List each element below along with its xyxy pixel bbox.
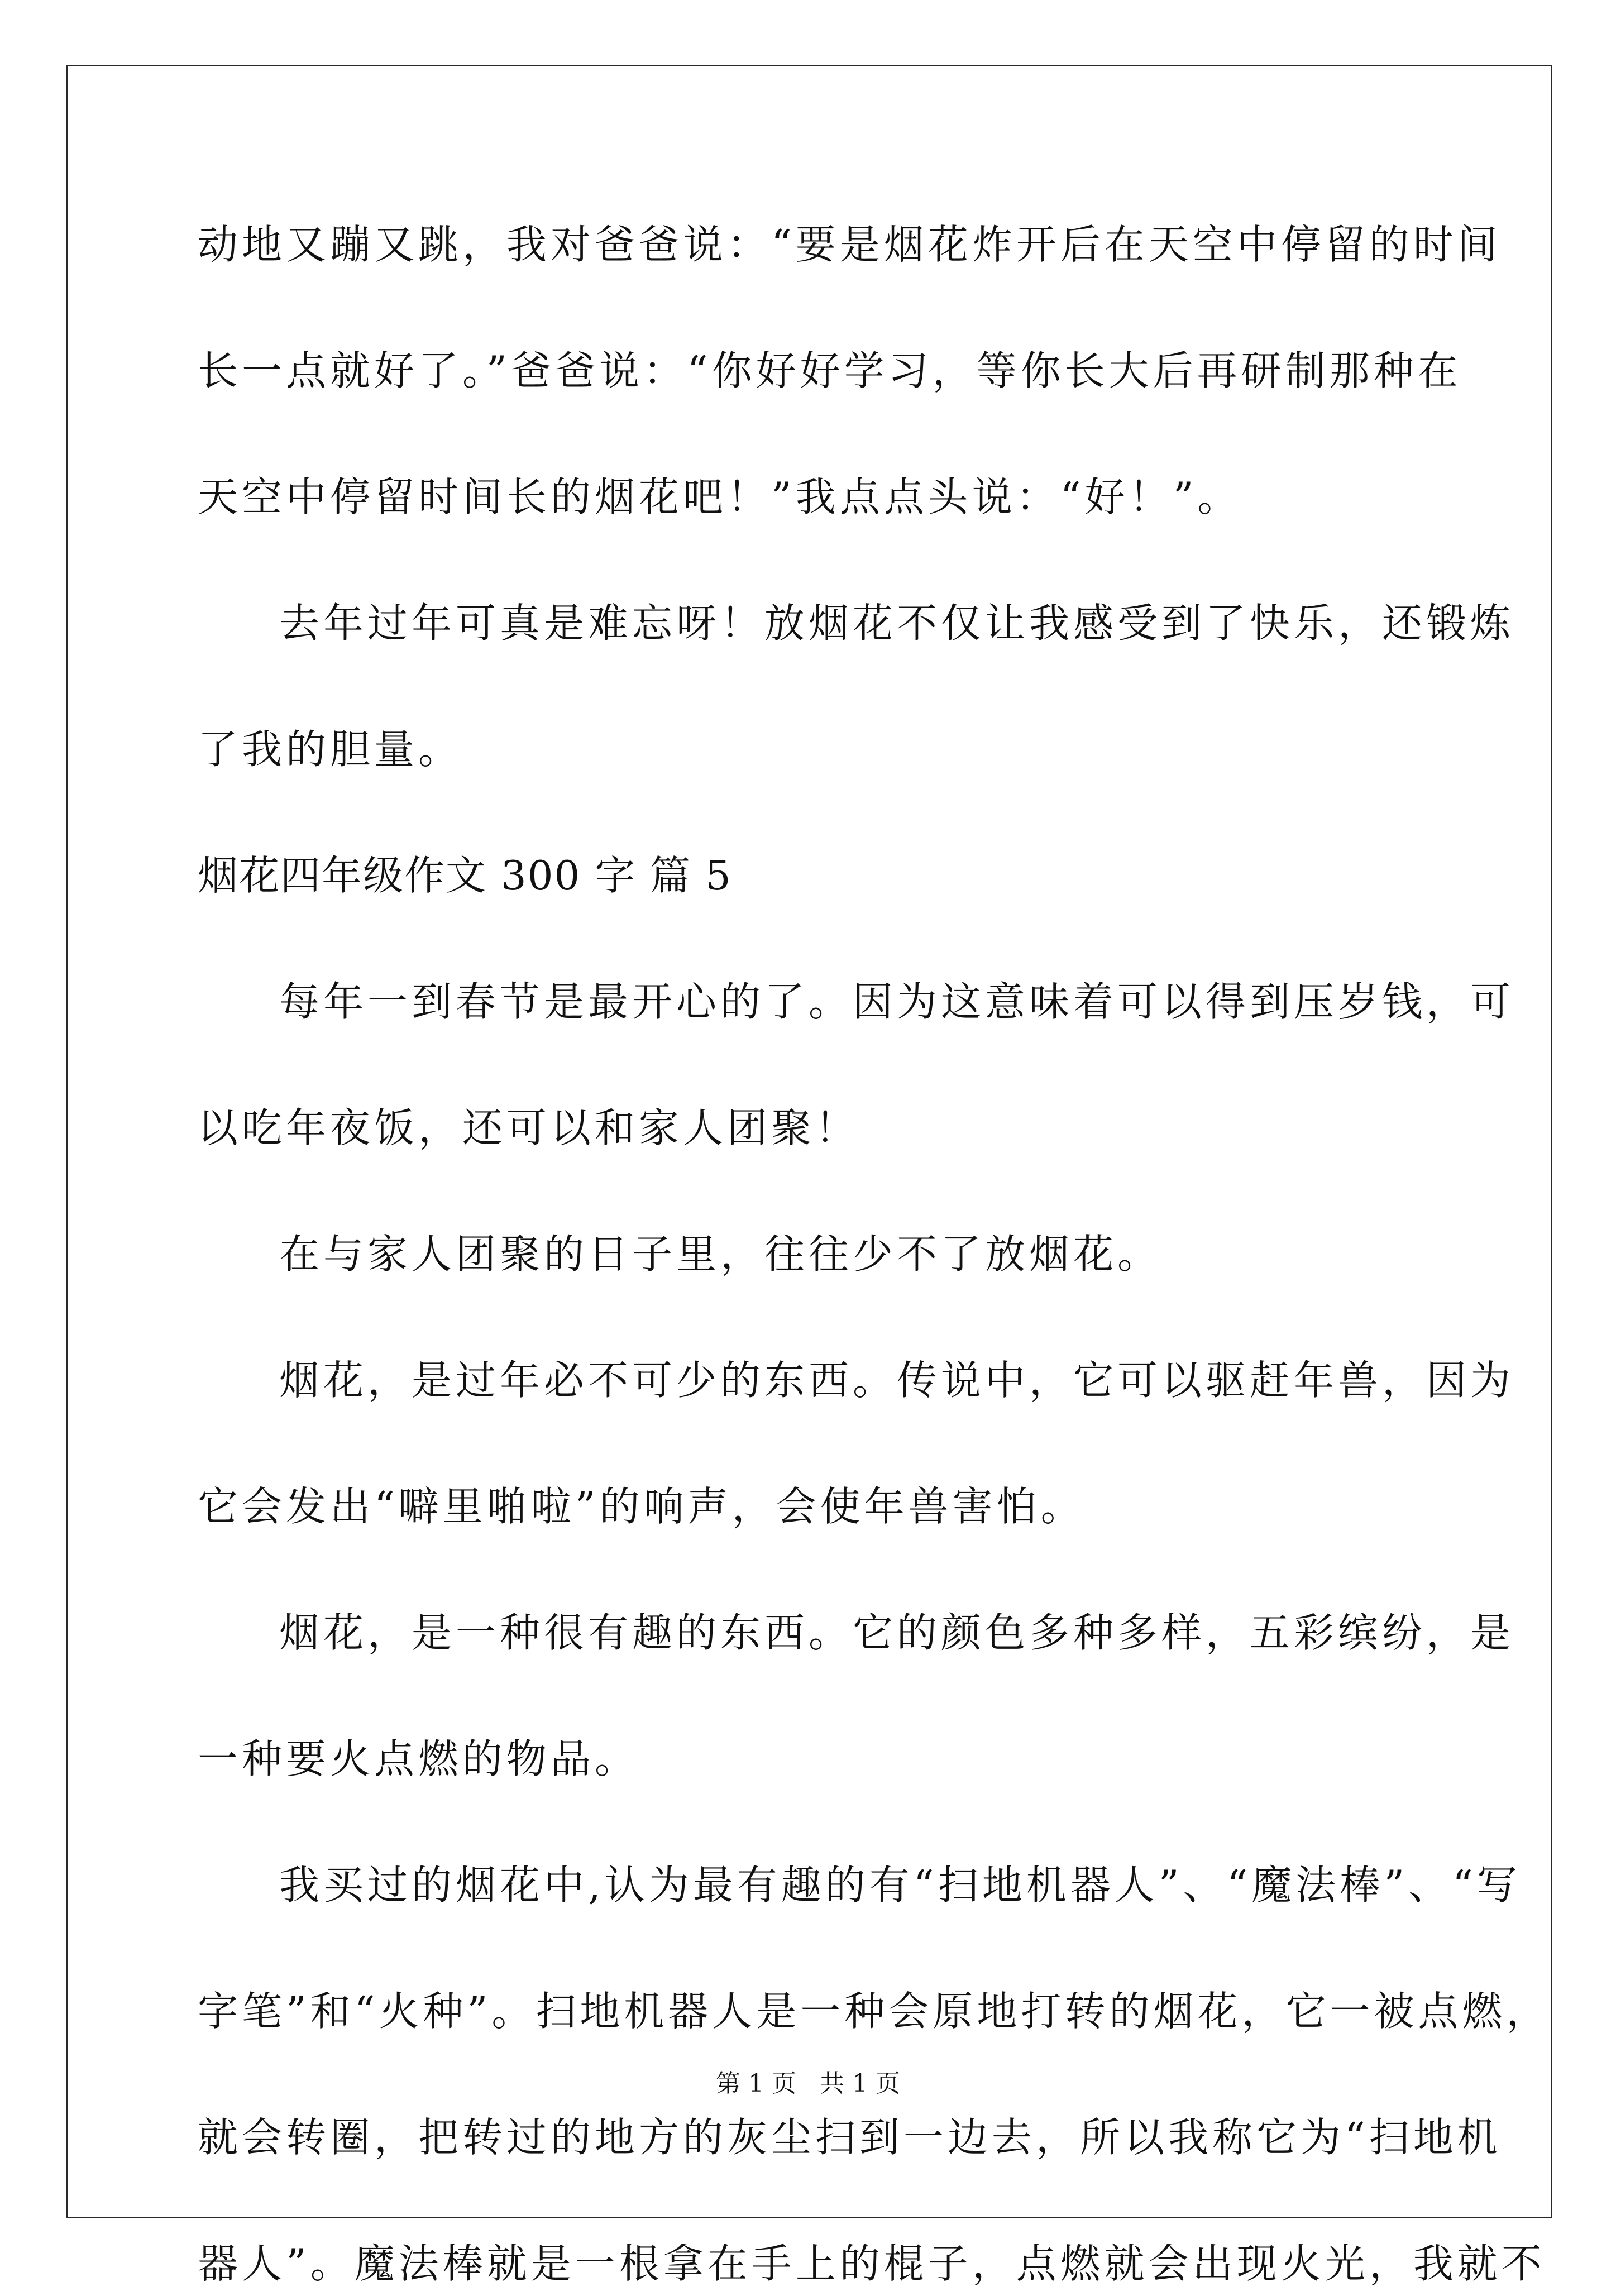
line-gap [198,1791,1426,1853]
line-gap [198,1160,1426,1222]
line-gap [198,1539,1426,1600]
text-line: 以吃年夜饭，还可以和家人团聚！ [198,1104,860,1151]
text-line: 了我的胆量。 [198,726,463,773]
section-heading: 烟花四年级作文 300 字 篇 5 [198,852,732,899]
text-line: 一种要火点燃的物品。 [198,1735,639,1782]
line-gap [198,403,1426,465]
line-gap [198,2170,1426,2231]
text-line: 我买过的烟花中,认为最有趣的有“扫地机器人”、“魔法棒”、“写 [279,1862,1521,1908]
text-line: 它会发出“噼里啪啦”的响声，会使年兽害怕。 [198,1483,1085,1530]
line-gap [198,1917,1426,1979]
line-gap [198,1286,1426,1348]
page-footer: 第 1 页 共 1 页 [716,2069,900,2098]
line-gap [198,277,1426,338]
line-gap [198,656,1426,717]
text-line: 每年一到春节是最开心的了。因为这意味着可以得到压岁钱，可 [279,978,1515,1025]
text-line: 动地又蹦又跳，我对爸爸说：“要是烟花炸开后在天空中停留的时间 [198,221,1502,268]
line-gap [198,908,1426,969]
line-gap [198,1665,1426,1726]
text-line: 烟花，是过年必不可少的东西。传说中，它可以驱赶年兽，因为 [279,1357,1515,1404]
text-line: 长一点就好了。”爸爸说：“你好好学习，等你长大后再研制那种在 [198,347,1462,394]
text-line: 烟花，是一种很有趣的东西。它的颜色多种多样，五彩缤纷，是 [279,1609,1515,1656]
text-line: 天空中停留时间长的烟花吧！”我点点头说：“好！”。 [198,473,1242,520]
text-line: 在与家人团聚的日子里，往往少不了放烟花。 [279,1231,1162,1278]
line-gap [198,1413,1426,1474]
line-gap [198,529,1426,591]
text-line: 就会转圈，把转过的地方的灰尘扫到一边去，所以我称它为“扫地机 [198,2114,1502,2161]
line-gap [198,782,1426,843]
document-body [198,212,1551,2296]
text-line: 字笔”和“火种”。扫地机器人是一种会原地打转的烟花，它一被点燃， [198,1988,1551,2035]
text-line: 器人”。魔法棒就是一根拿在手上的棍子，点燃就会出现火光，我就不 [198,2240,1546,2287]
line-gap [198,1034,1426,1096]
text-line: 去年过年可真是难忘呀！放烟花不仅让我感受到了快乐，还锻炼 [279,600,1515,647]
